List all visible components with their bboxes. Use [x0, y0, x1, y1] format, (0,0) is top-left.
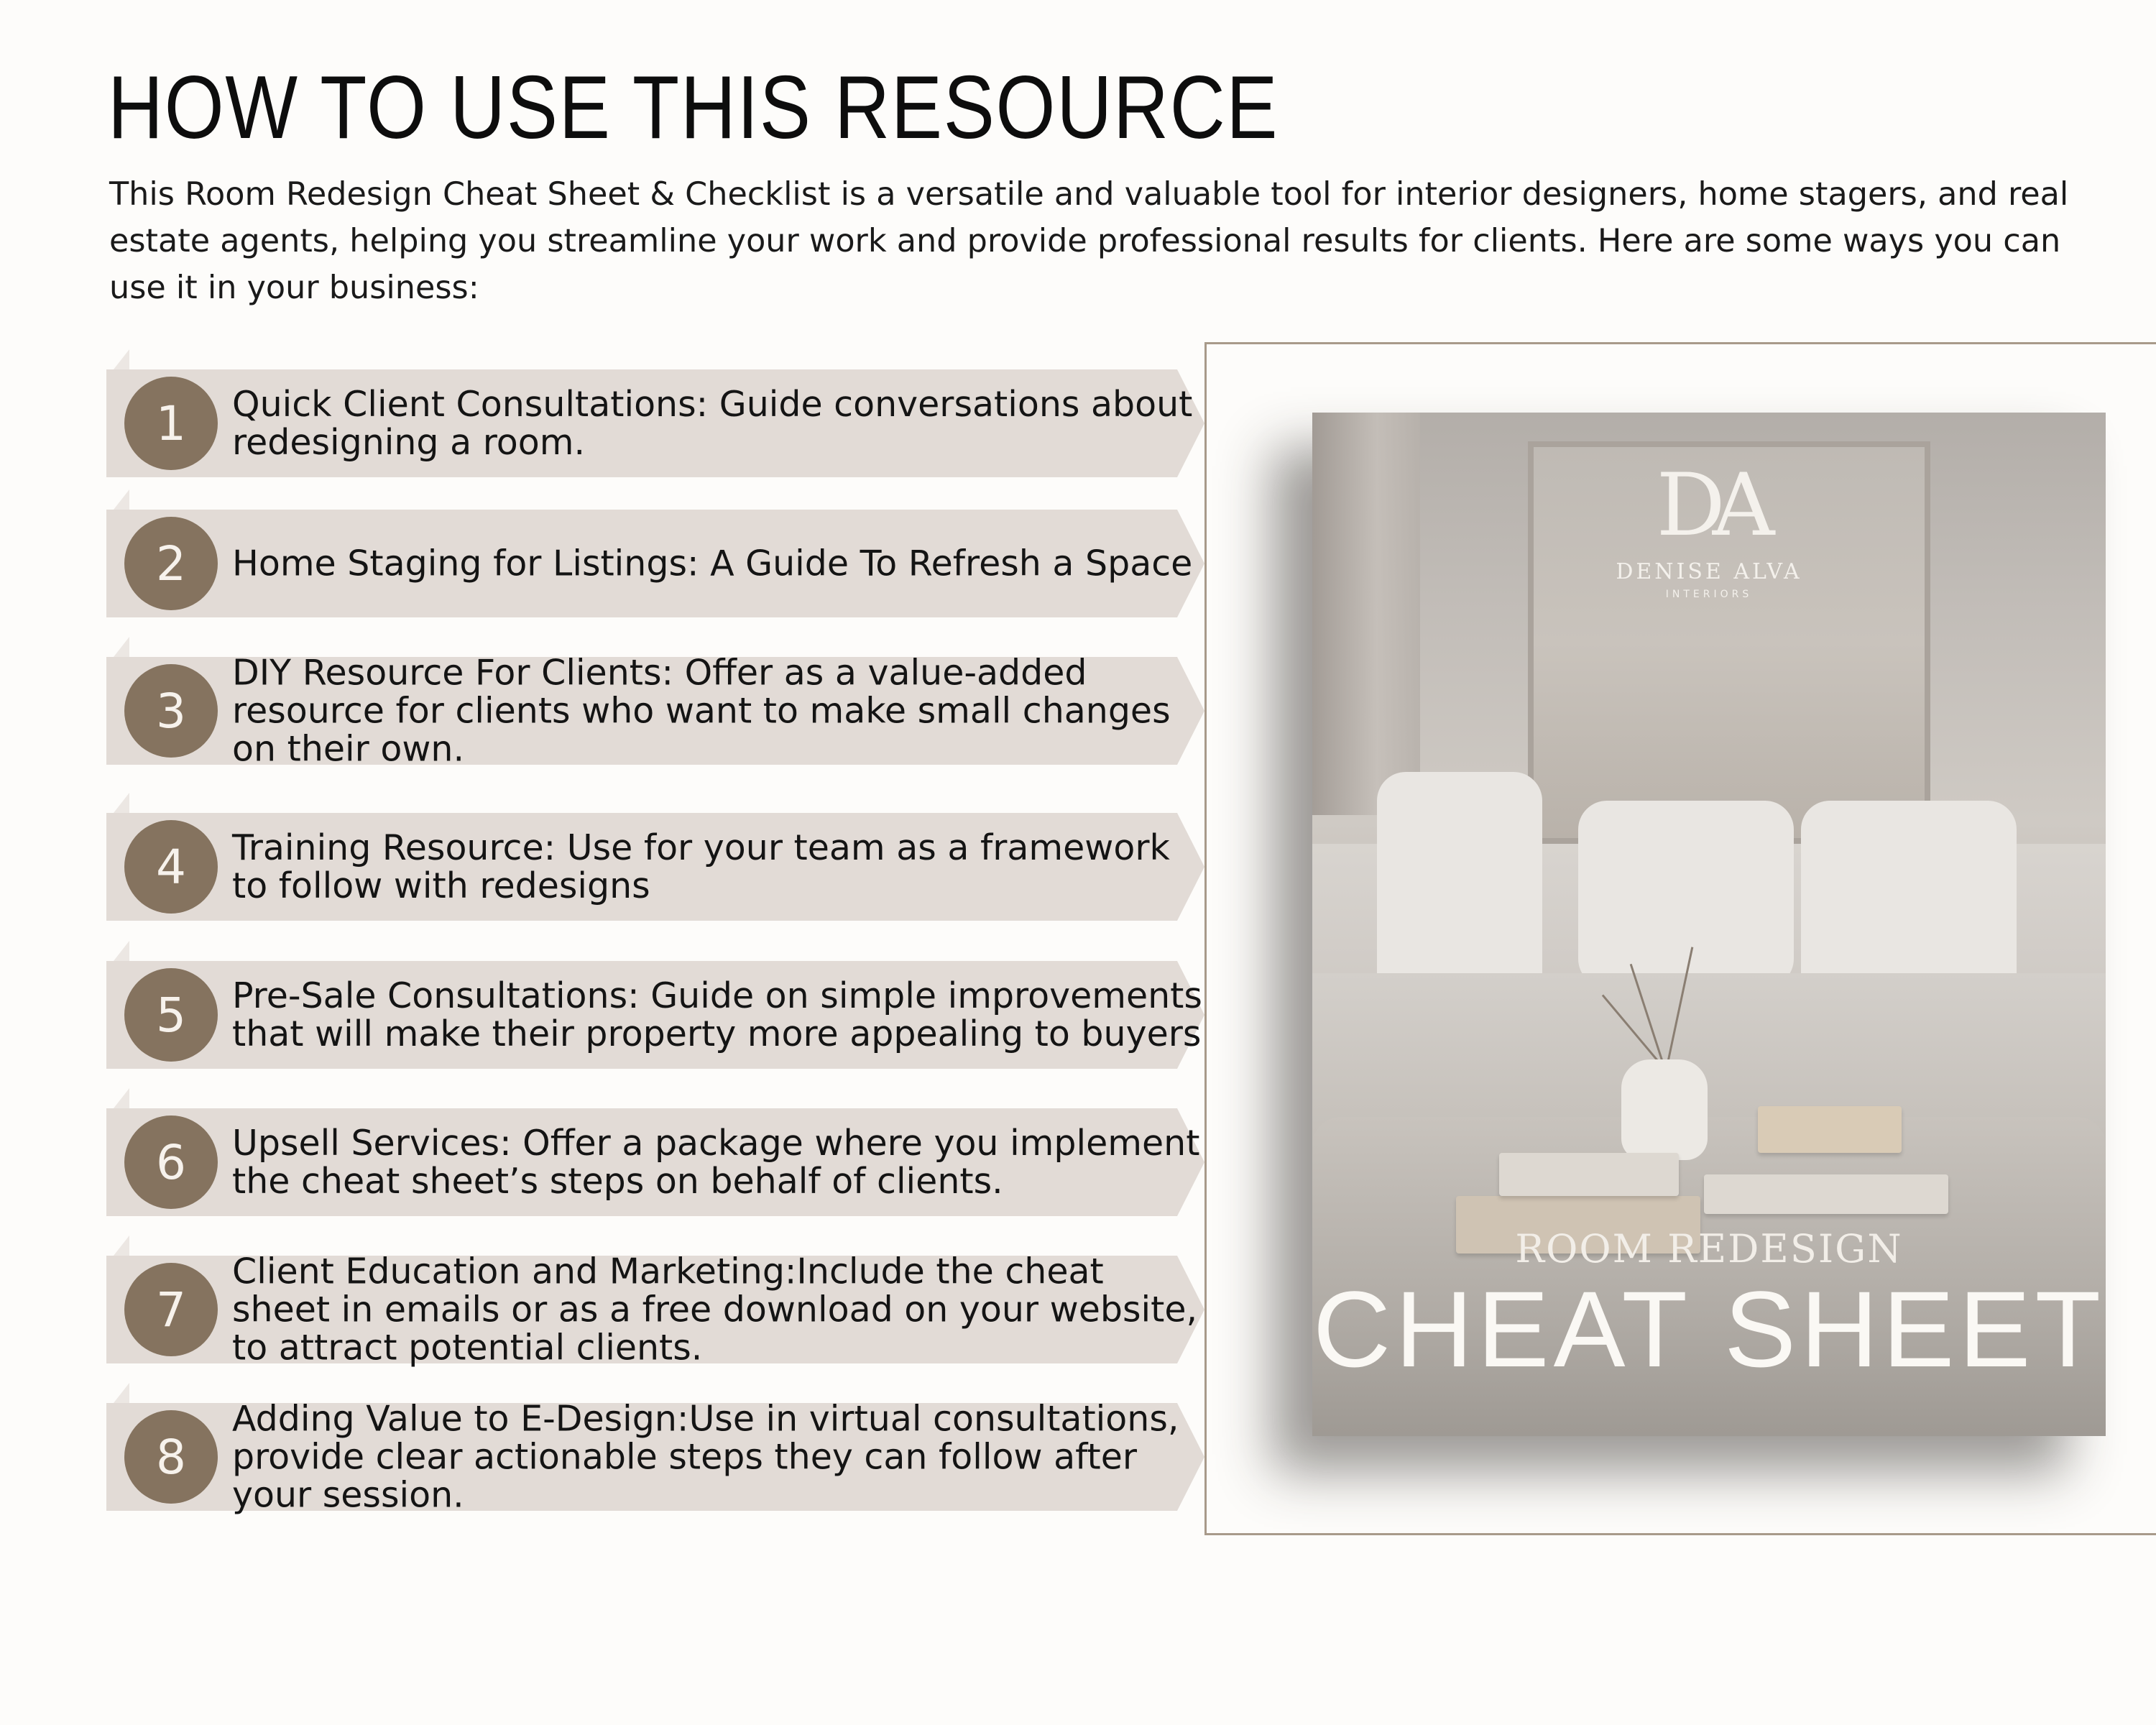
item-text: Quick Client Consultations: Guide conversations about redesigning a room. [232, 384, 1193, 463]
intro-paragraph: This Room Redesign Cheat Sheet & Checklist is a versatile and valuable tool for interior designers, home stagers, and real estate agents, helping you streamline your work and provide professional results for clients. Here are some ways you can use it in your business: [109, 176, 2069, 306]
tab-fold [114, 1236, 129, 1256]
tab-fold [114, 941, 129, 961]
tab-fold [114, 1383, 129, 1403]
number-badge: 6 [124, 1116, 218, 1209]
number-badge: 4 [124, 820, 218, 914]
vase [1621, 1059, 1708, 1160]
tab-fold [114, 489, 129, 510]
number-badge: 2 [124, 517, 218, 610]
tab-fold [114, 637, 129, 657]
tab-fold [114, 793, 129, 813]
number-badge: 1 [124, 377, 218, 470]
number-badge: 8 [124, 1410, 218, 1504]
list-item [106, 369, 1213, 477]
tab-fold [114, 1088, 129, 1108]
brand-name: DENISE ALVA [1616, 559, 1802, 584]
pillow [1801, 801, 2017, 1002]
brand-sub: INTERIORS [1665, 589, 1753, 600]
number-badge: 3 [124, 664, 218, 758]
list-item [106, 510, 1213, 617]
book-stack [1704, 1174, 1948, 1214]
item-text: Upsell Services: Offer a package where you implement the cheat sheet’s steps on behalf of clients. [232, 1123, 1200, 1202]
list-item [106, 961, 1213, 1069]
monogram: DA [1656, 456, 1762, 556]
list-item [106, 1398, 1213, 1516]
book-stack [1758, 1106, 1902, 1153]
book-stack [1499, 1153, 1679, 1196]
list-item [106, 813, 1213, 921]
list-item [106, 652, 1213, 770]
item-text: DIY Resource For Clients: Offer as a value-added resource for clients who want to make small changes on their own. [232, 652, 1171, 770]
item-text: Training Resource: Use for your team as a framework to follow with redesigns [232, 827, 1170, 906]
page-title: HOW TO USE THIS RESOURCE [108, 58, 1279, 157]
pillow [1578, 801, 1794, 988]
tab-fold [114, 349, 129, 369]
item-text: Home Staging for Listings: A Guide To Refresh a Space [232, 543, 1193, 584]
list-item [106, 1251, 1213, 1368]
number-badge: 5 [124, 968, 218, 1062]
cover-title-line1: ROOM REDESIGN [1515, 1226, 1903, 1271]
pillow [1377, 772, 1542, 1002]
cover-mockup [1312, 413, 2106, 1436]
item-text: Pre-Sale Consultations: Guide on simple improvements that will make their property more appealing to buyers [232, 975, 1202, 1054]
list-item [106, 1108, 1213, 1216]
cover-title-line2: CHEAT SHEET [1312, 1269, 2106, 1389]
brand-logo [1312, 456, 2106, 600]
item-text: Adding Value to E-Design:Use in virtual consultations, provide clear actionable steps they can follow after your session. [232, 1398, 1179, 1516]
item-text: Client Education and Marketing:Include the cheat sheet in emails or as a free download on your website, to attract potential clients. [232, 1251, 1198, 1368]
number-badge: 7 [124, 1263, 218, 1356]
